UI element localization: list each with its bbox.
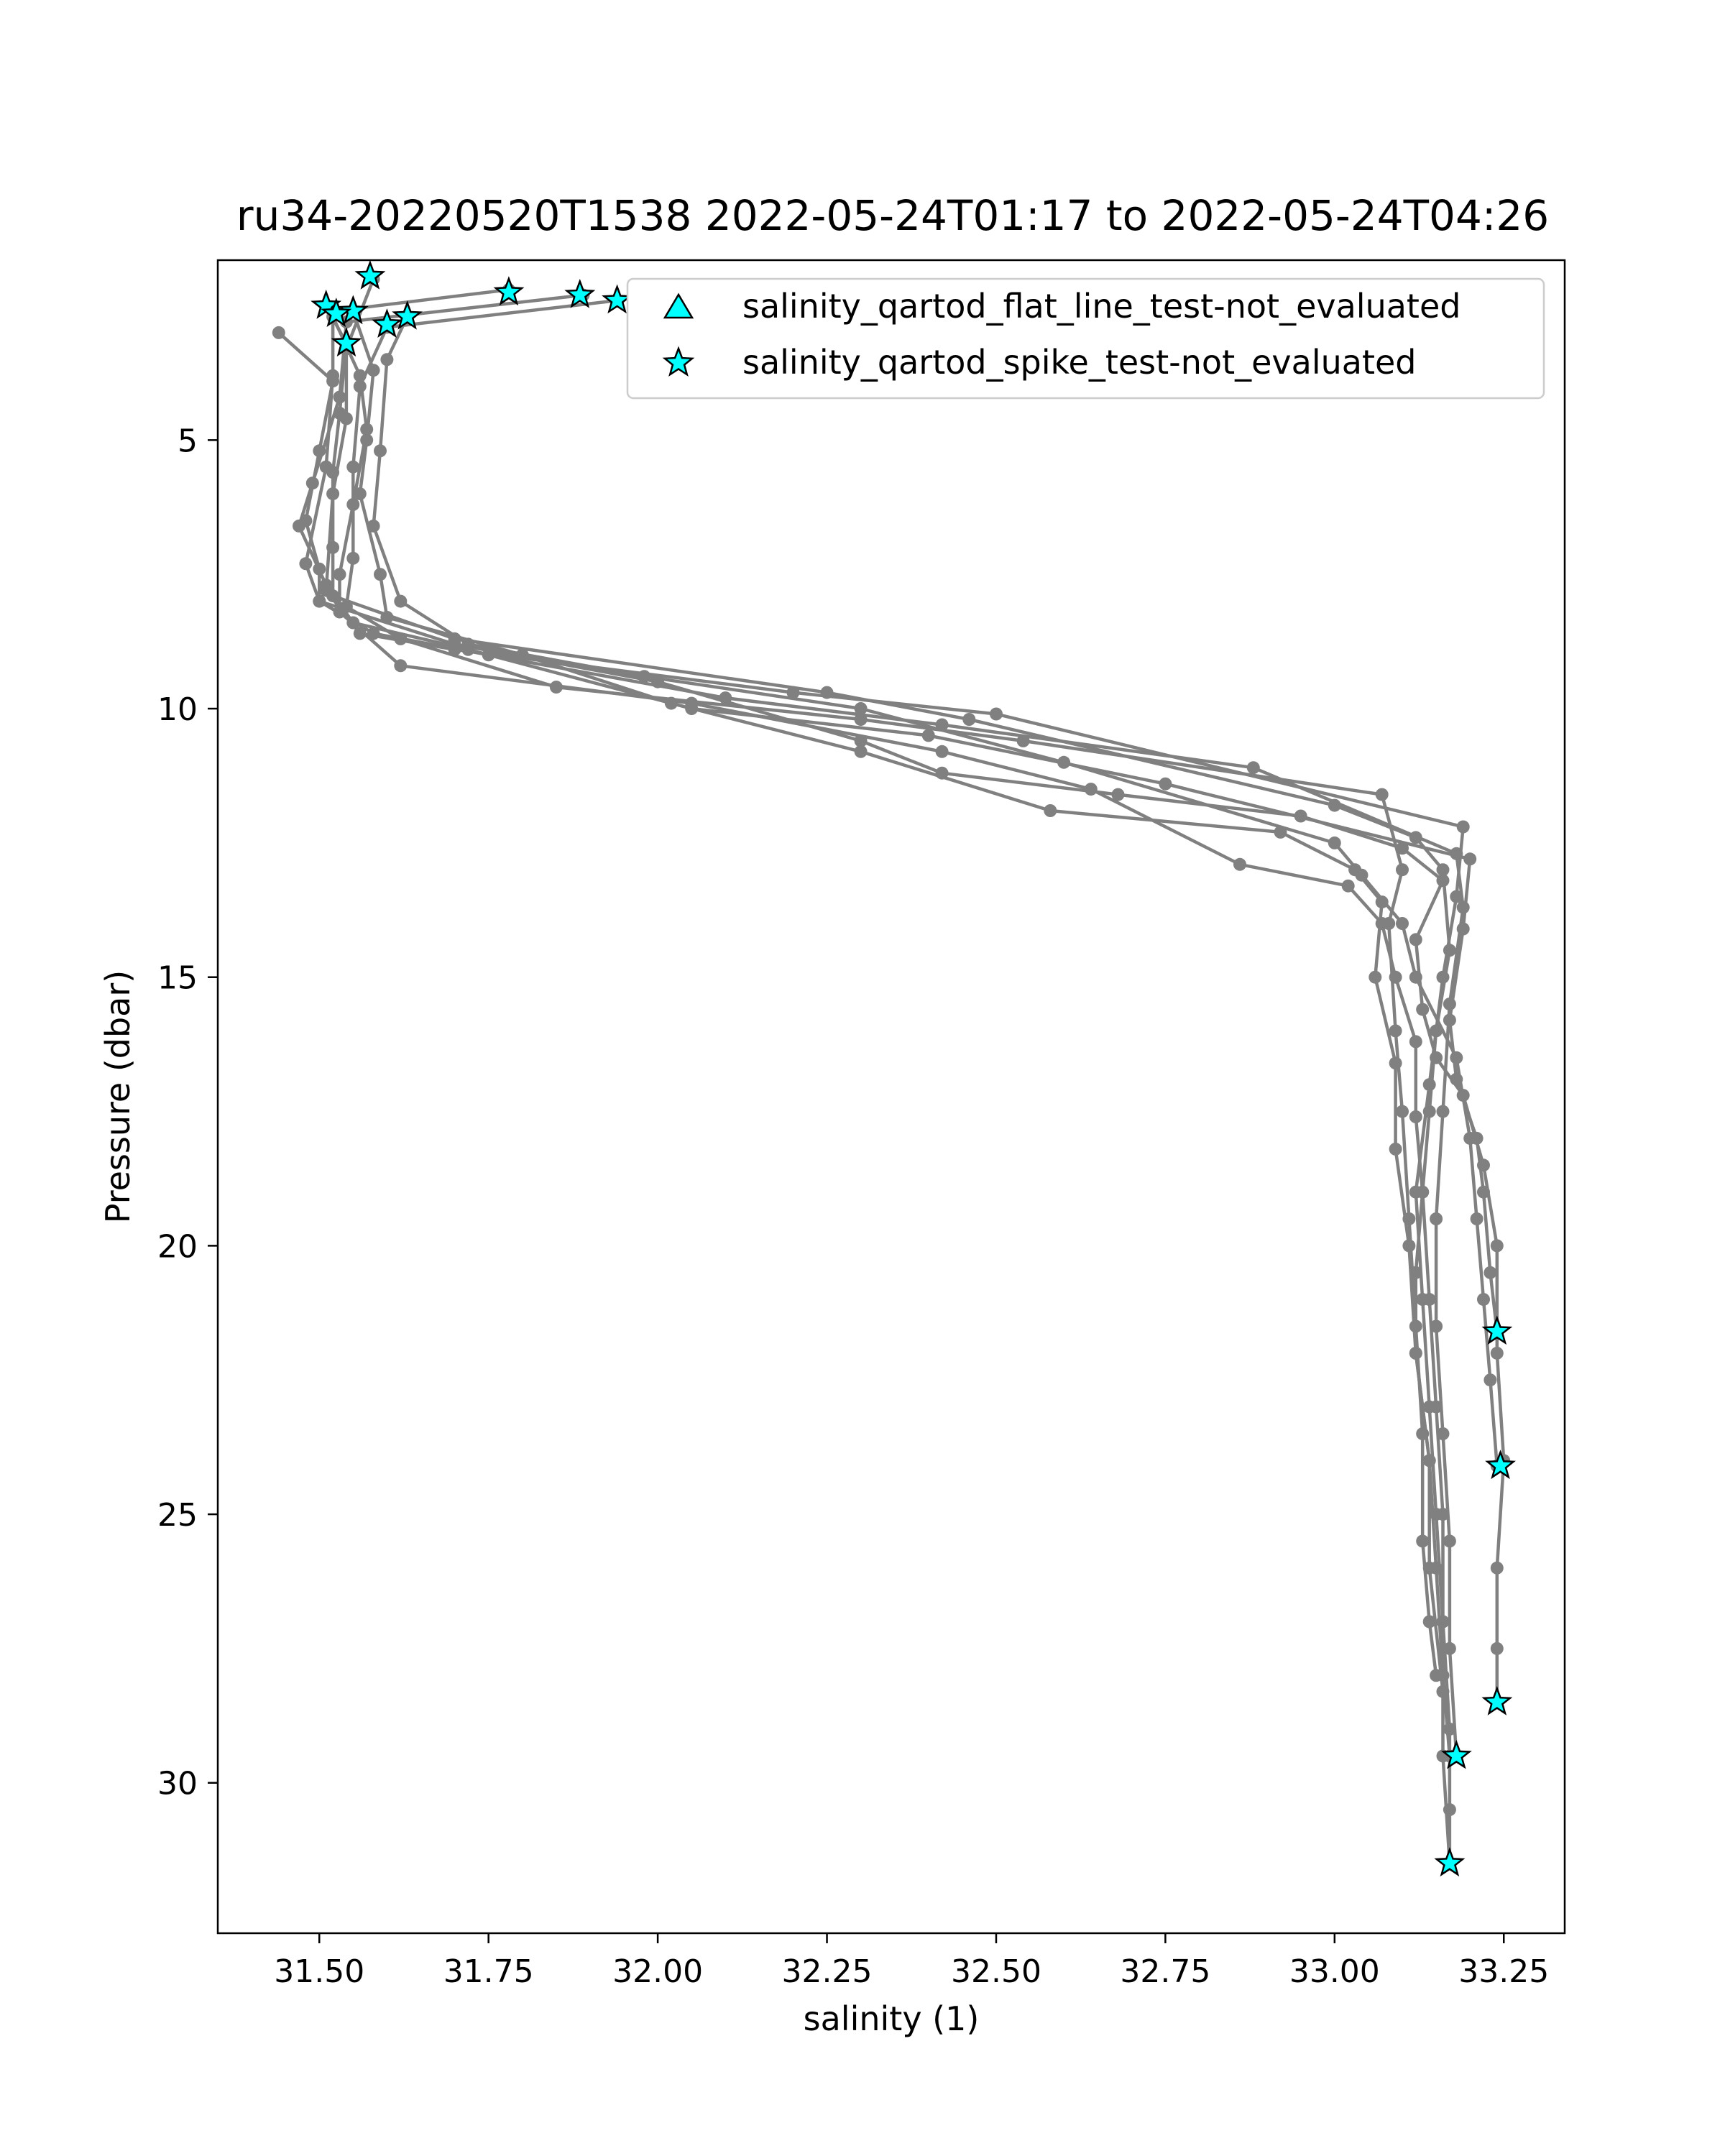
data-point <box>1471 1212 1484 1225</box>
data-point <box>1430 1562 1443 1575</box>
data-point <box>326 374 339 387</box>
data-point <box>1430 1024 1443 1037</box>
data-point <box>1389 1056 1402 1069</box>
data-point <box>1443 1642 1456 1655</box>
data-point <box>1491 1562 1504 1575</box>
data-point <box>1396 1105 1409 1118</box>
data-point <box>1409 1347 1422 1360</box>
data-point <box>1389 1143 1402 1156</box>
data-point <box>1328 799 1341 812</box>
data-point <box>990 708 1003 721</box>
data-point <box>326 589 339 602</box>
data-point <box>1409 1266 1422 1279</box>
x-tick-label: 32.25 <box>781 1953 873 1990</box>
data-point <box>374 444 387 457</box>
data-point <box>1328 837 1341 849</box>
data-point <box>1423 1078 1436 1091</box>
data-point <box>1416 1534 1429 1547</box>
data-point <box>1443 944 1456 957</box>
data-point <box>1491 1347 1504 1360</box>
data-point <box>1085 783 1098 796</box>
y-tick-label: 5 <box>178 423 198 460</box>
data-point <box>855 702 868 715</box>
data-point <box>272 326 285 339</box>
data-point <box>1477 1293 1490 1306</box>
data-point <box>685 697 698 710</box>
data-point <box>334 568 346 581</box>
data-point <box>1409 933 1422 946</box>
data-point <box>1409 831 1422 844</box>
x-tick-label: 32.00 <box>612 1953 704 1990</box>
data-point <box>1348 863 1361 876</box>
data-point <box>1437 1105 1450 1118</box>
y-tick-label: 30 <box>157 1765 198 1802</box>
data-point <box>1430 1401 1443 1414</box>
chart-title: ru34-20220520T1538 2022-05-24T01:17 to 2022-05-24T04:26 <box>236 191 1550 240</box>
data-point <box>1389 971 1402 984</box>
data-point <box>367 364 380 377</box>
x-tick-label: 33.00 <box>1289 1953 1380 1990</box>
data-point <box>1437 863 1450 876</box>
data-point <box>1389 1024 1402 1037</box>
data-point <box>1376 895 1389 908</box>
data-point <box>1484 1266 1496 1279</box>
data-point <box>334 407 346 420</box>
data-point <box>1396 842 1409 854</box>
x-axis-label: salinity (1) <box>803 1999 980 2038</box>
data-point <box>1057 756 1070 769</box>
data-point <box>374 568 387 581</box>
data-point <box>1457 821 1470 834</box>
y-tick-label: 15 <box>157 959 198 997</box>
data-point <box>448 632 461 645</box>
data-point <box>1423 1293 1436 1306</box>
data-point <box>821 686 834 699</box>
data-point <box>313 444 326 457</box>
data-point <box>299 515 312 528</box>
data-point <box>354 369 367 382</box>
x-tick-label: 33.25 <box>1458 1953 1550 1990</box>
legend-entry-label: salinity_qartod_spike_test-not_evaluated <box>742 343 1417 382</box>
data-point <box>1402 1239 1415 1252</box>
legend-entry-label: salinity_qartod_flat_line_test-not_evaluated <box>742 287 1461 326</box>
data-point <box>1368 971 1381 984</box>
data-point <box>394 632 407 645</box>
data-point <box>299 557 312 570</box>
data-point <box>313 563 326 576</box>
data-point <box>1457 1089 1470 1102</box>
x-tick-label: 31.75 <box>443 1953 534 1990</box>
data-point <box>1376 917 1389 930</box>
data-point <box>1463 852 1476 865</box>
data-point <box>360 423 373 436</box>
data-point <box>1443 1534 1456 1547</box>
data-point <box>936 745 949 758</box>
data-point <box>1457 901 1470 914</box>
y-tick-label: 10 <box>157 691 198 729</box>
data-point <box>1477 1158 1490 1171</box>
data-point <box>326 466 339 479</box>
data-point <box>1409 1035 1422 1048</box>
data-point <box>1416 1003 1429 1016</box>
x-tick-label: 32.50 <box>950 1953 1041 1990</box>
data-point <box>1044 804 1057 817</box>
data-point <box>1437 1508 1450 1521</box>
data-point <box>326 541 339 554</box>
x-tick-label: 32.75 <box>1120 1953 1211 1990</box>
data-point <box>1430 1051 1443 1064</box>
y-axis-label: Pressure (dbar) <box>98 969 137 1224</box>
data-point <box>1017 734 1030 747</box>
data-point <box>313 595 326 608</box>
data-point <box>1396 863 1409 876</box>
data-point <box>1294 810 1307 823</box>
y-tick-label: 20 <box>157 1228 198 1266</box>
legend <box>627 279 1544 398</box>
data-point <box>1423 1454 1436 1467</box>
data-point <box>1274 826 1287 839</box>
data-point <box>1437 1669 1450 1682</box>
data-point <box>1484 1373 1496 1386</box>
data-point <box>1396 917 1409 930</box>
data-point <box>380 353 393 366</box>
data-point <box>1342 880 1355 893</box>
data-point <box>962 713 975 726</box>
data-point <box>1376 788 1389 801</box>
data-point <box>651 676 664 688</box>
data-point <box>1443 1014 1456 1027</box>
data-point <box>346 498 359 511</box>
data-point <box>1450 1051 1463 1064</box>
y-tick-label: 25 <box>157 1497 198 1534</box>
data-point <box>334 606 346 619</box>
data-point <box>1491 1239 1504 1252</box>
data-point <box>1457 923 1470 936</box>
data-point <box>936 767 949 780</box>
x-tick-label: 31.50 <box>274 1953 365 1990</box>
data-point <box>1247 761 1260 774</box>
data-point <box>1491 1642 1504 1655</box>
data-point <box>922 729 935 742</box>
data-point <box>1233 858 1246 871</box>
data-point <box>394 659 407 672</box>
data-point <box>1423 1105 1436 1118</box>
data-point <box>394 595 407 608</box>
data-point <box>1430 1212 1443 1225</box>
data-point <box>1409 1110 1422 1123</box>
data-point <box>1416 1186 1429 1199</box>
data-point <box>320 579 333 591</box>
data-point <box>1159 778 1172 791</box>
data-point <box>346 552 359 565</box>
